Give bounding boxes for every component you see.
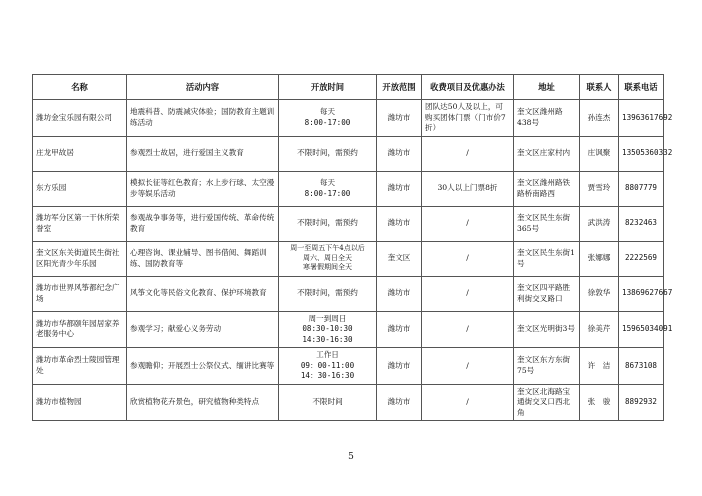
page-number: 5 [348,452,354,462]
cell-content: 参观瞻仰；开展烈士公祭仪式、缅讲比赛等 [127,348,279,385]
cell-fee: 30人以上门票8折 [422,171,514,206]
cell-contact: 庄讽聚 [580,136,619,171]
cell-contact: 张 骏 [580,384,619,421]
cell-content: 风筝文化等民俗文化教育、保护环境教育 [127,276,279,311]
cell-content: 地震科普、防震减灾体验；国防教育主题训练活动 [127,100,279,137]
cell-time: 不限时间，需预约 [279,206,377,241]
header-name: 名称 [33,75,127,100]
cell-name: 东方乐园 [33,171,127,206]
cell-scope: 潍坊市 [377,206,422,241]
cell-address: 奎文区光明街3号 [514,311,580,348]
cell-address: 奎文区潍州路438号 [514,100,580,137]
cell-content: 参观学习；献爱心义务劳动 [127,311,279,348]
header-fee-discount: 收费项目及优惠办法 [422,75,514,100]
cell-scope: 潍坊市 [377,384,422,421]
cell-fee: / [422,206,514,241]
cell-name: 潍坊军分区第一干休所荣誉室 [33,206,127,241]
cell-time: 每天 8:00-17:00 [279,171,377,206]
table-row [33,276,664,311]
cell-address: 奎文区北海路宝通街交叉口西北角 [514,384,580,421]
cell-address: 奎文区民生东街365号 [514,206,580,241]
cell-time: 不限时间，需预约 [279,136,377,171]
cell-phone: 13963617692 [619,100,664,137]
cell-phone: 13869627667 [619,276,664,311]
cell-address: 奎文区东方东街75号 [514,348,580,385]
cell-phone: 8892932 [619,384,664,421]
header-phone: 联系电话 [619,75,664,100]
cell-contact: 孙连杰 [580,100,619,137]
cell-time: 工作日 09：00-11:00 14：30-16:30 [279,348,377,385]
cell-contact: 武洪涛 [580,206,619,241]
cell-contact: 徐敦华 [580,276,619,311]
cell-name: 奎文区东关街道民生街社区阳光青少年乐园 [33,241,127,276]
header-contact: 联系人 [580,75,619,100]
cell-name: 潍坊市革命烈士陵园管理处 [33,348,127,385]
cell-phone: 15965034091 [619,311,664,348]
cell-scope: 潍坊市 [377,276,422,311]
table-row [33,100,664,137]
cell-name: 潍坊金宝乐园有限公司 [33,100,127,137]
cell-name: 潍坊市植物园 [33,384,127,421]
table-row [33,171,664,206]
cell-phone: 8673108 [619,348,664,385]
header-open-time: 开放时间 [279,75,377,100]
cell-scope: 潍坊市 [377,348,422,385]
cell-scope: 潍坊市 [377,171,422,206]
table-header-row [33,75,664,100]
cell-time: 不限时间，需预约 [279,276,377,311]
cell-fee: / [422,136,514,171]
cell-contact: 徐美芹 [580,311,619,348]
cell-address: 奎文区潍州路铁路桥南路西 [514,171,580,206]
cell-scope: 潍坊市 [377,311,422,348]
cell-fee: / [422,276,514,311]
cell-content: 模拟长征等红色教育；水上步行球、太空漫步等娱乐活动 [127,171,279,206]
cell-scope: 潍坊市 [377,136,422,171]
cell-time: 不限时间 [279,384,377,421]
cell-content: 心理咨询、课业辅导、图书借阅、舞蹈训练、国防教育等 [127,241,279,276]
cell-fee: / [422,311,514,348]
header-activity-content: 活动内容 [127,75,279,100]
table-row [33,384,664,421]
cell-fee: 团队达50人及以上，可购买团体门票（门市价7折） [422,100,514,137]
cell-phone: 8232463 [619,206,664,241]
cell-content: 参观战争事务等，进行爱国传统、革命传统教育 [127,206,279,241]
cell-address: 奎文区四平路胜利街交叉路口 [514,276,580,311]
cell-phone: 13505360332 [619,136,664,171]
cell-content: 参观烈士故居，进行爱国主义教育 [127,136,279,171]
cell-address: 奎文区庄家村内 [514,136,580,171]
cell-phone: 8807779 [619,171,664,206]
cell-address: 奎文区民生东街1号 [514,241,580,276]
cell-name: 潍坊市世界风筝都纪念广场 [33,276,127,311]
cell-time: 周一到周日 08:30-10:30 14:30-16:30 [279,311,377,348]
cell-fee: / [422,241,514,276]
cell-contact: 张娜娜 [580,241,619,276]
table-row [33,311,664,348]
table-row [33,348,664,385]
cell-phone: 2222569 [619,241,664,276]
cell-contact: 贾雪玲 [580,171,619,206]
cell-fee: / [422,348,514,385]
cell-time: 周一至周五下午4点以后 周六、周日全天 寒暑假期间全天 [279,241,377,276]
cell-fee: / [422,384,514,421]
header-open-scope: 开放范围 [377,75,422,100]
table-row [33,241,664,276]
cell-name: 庄龙甲故居 [33,136,127,171]
venue-table [32,74,673,421]
cell-scope: 潍坊市 [377,100,422,137]
cell-name: 潍坊市华都颐年园居家养老服务中心 [33,311,127,348]
table-row [33,136,664,171]
cell-scope: 奎文区 [377,241,422,276]
table-row [33,206,664,241]
cell-time: 每天 8:00-17:00 [279,100,377,137]
cell-contact: 许 洁 [580,348,619,385]
cell-content: 欣赏植物花卉景色，研究植物种类特点 [127,384,279,421]
header-address: 地址 [514,75,580,100]
